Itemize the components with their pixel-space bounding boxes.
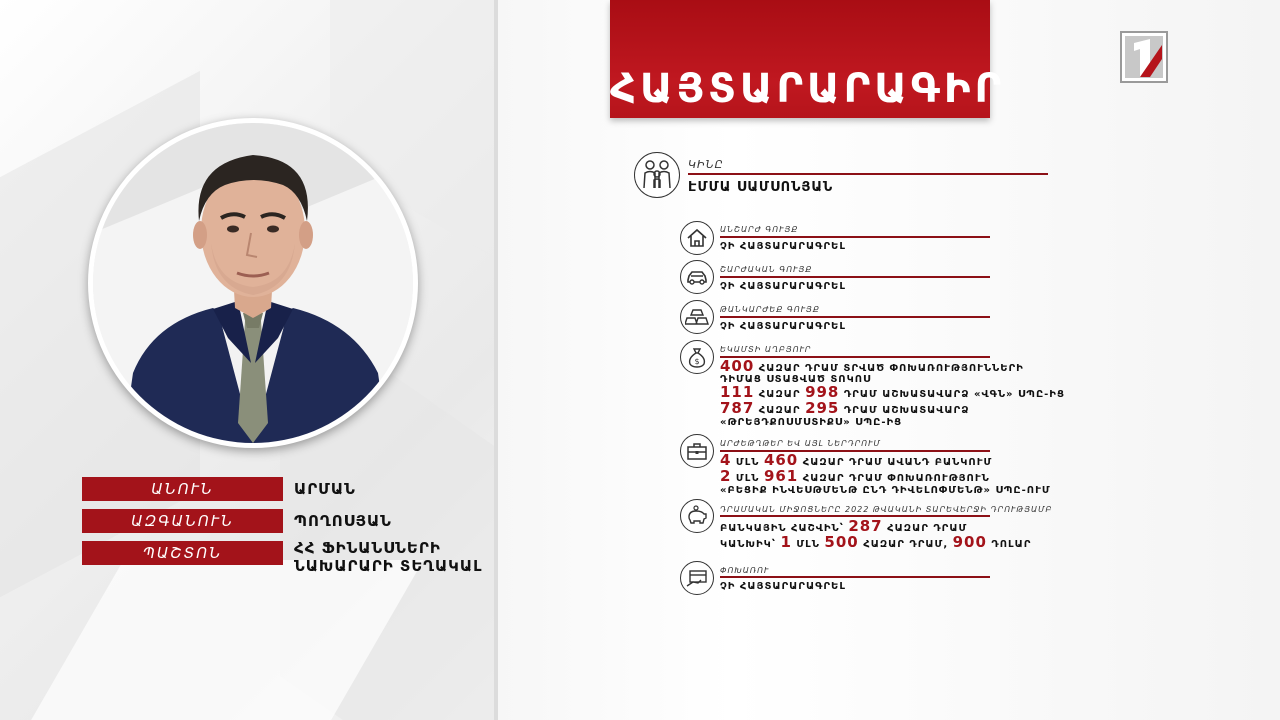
person-portrait-image (93, 123, 413, 443)
gold-bars-icon (680, 300, 714, 334)
securities-label: ԱՐԺԵԹՂԹԵՐ ԵՎ ԱՅԼ ՆԵՐԴՐՈՒՄ (720, 439, 881, 448)
svg-text:$: $ (694, 357, 700, 366)
income-line-3 (720, 383, 1065, 401)
position-line-2: ՆԱԽԱՐԱՐԻ ՏԵՂԱԿԱԼ (294, 557, 483, 575)
unit-text: ՄԼՆ (796, 539, 820, 550)
unit-text: ՄԼՆ (735, 473, 760, 484)
cash-text: ԿԱՆԽԻԿ՝ (720, 539, 776, 550)
income-line-4 (720, 399, 970, 417)
valuables-text: ՉԻ ՀԱՅՏԱՐԱՐԱԳՐԵԼ (720, 321, 846, 332)
spouse-divider (688, 173, 1048, 175)
position-line-1: ՀՀ ՖԻՆԱՆՍՆԵՐԻ (294, 539, 441, 557)
amount-value: 400 (720, 357, 755, 375)
page-title: ՀԱՅՏԱՐԱՐԱԳԻՐ (610, 66, 1006, 112)
cash-line-2 (720, 533, 1032, 551)
money-bag-icon (680, 340, 714, 374)
briefcase-icon (680, 434, 714, 468)
income-line-5: «ԹՐԵՅԴՔՈՍՄՍՏԻՔՍ» ՍՊԸ-ԻՑ (720, 417, 903, 428)
section-divider (720, 276, 990, 278)
unit-text: ՀԱԶԱՐ ԴՐԱՄ, (863, 539, 949, 550)
real-estate-text: ՉԻ ՀԱՅՏԱՐԱՐԱԳՐԵԼ (720, 241, 846, 252)
surname-label: ԱԶԳԱՆՈՒՆ (82, 509, 283, 533)
vehicle-text: ՉԻ ՀԱՅՏԱՐԱՐԱԳՐԵԼ (720, 281, 846, 292)
income-text: ԴՐԱՄ ԱՇԽԱՏԱՎԱՐՁ (843, 405, 970, 416)
real-estate-label: ԱՆՇԱՐԺ ԳՈՒՅՔ (720, 225, 799, 234)
card-payment-icon (680, 561, 714, 595)
amount-value: 460 (763, 451, 799, 469)
amount-value: 900 (952, 533, 987, 551)
unit-text: ՄԼՆ (735, 457, 760, 468)
name-label: ԱՆՈՒՆ (82, 477, 283, 501)
piggy-bank-icon (680, 499, 714, 533)
family-icon (634, 152, 680, 198)
portrait-photo (88, 118, 418, 448)
loans-label: ՓՈԽԱՌՈՒ (720, 566, 770, 575)
cash-text: ԲԱՆԿԱՅԻՆ ՀԱՇՎԻՆ՝ (720, 523, 844, 534)
securities-text: ՀԱԶԱՐ ԴՐԱՄ ԱՎԱՆԴ ԲԱՆԿՈՒՄ (802, 457, 993, 468)
income-text: ԴՐԱՄ ԱՇԽԱՏԱՎԱՐՁ «ՎԳՆ» ՍՊԸ-ԻՑ (843, 389, 1065, 400)
securities-text: ՀԱԶԱՐ ԴՐԱՄ ՓՈԽԱՌՈՒԹՅՈՒՆ (802, 473, 990, 484)
channel-1-logo-icon (1120, 31, 1168, 83)
unit-text: ՀԱԶԱՐ (758, 405, 801, 416)
spouse-label: ԿԻՆԸ (688, 158, 724, 171)
section-divider (720, 576, 990, 578)
surname-value: ՊՈՂՈՍՅԱՆ (294, 512, 392, 530)
unit-text: ԴՈԼԱՐ (991, 539, 1032, 550)
valuables-label: ԹԱՆԿԱՐԺԵՔ ԳՈՒՅՔ (720, 305, 820, 314)
cash-text: ՀԱԶԱՐ ԴՐԱՄ (887, 523, 968, 534)
section-divider (720, 236, 990, 238)
name-value: ԱՐՄԱՆ (294, 480, 356, 498)
amount-value: 787 (720, 399, 755, 417)
section-divider (720, 316, 990, 318)
amount-value: 998 (805, 383, 840, 401)
amount-value: 961 (763, 467, 799, 485)
securities-line-3: «ԲԵՑԻՔ ԻՆՎԵՍԹՄԵՆԹ ԸՆԴ ԴԻՎԵԼՈՓՄԵՆԹ» ՍՊԸ-ՈՒՄ (720, 485, 1051, 496)
spouse-name: ԷՄՄԱ ՍԱՄՍՈՆՅԱՆ (688, 180, 834, 195)
vehicle-label: ՇԱՐԺԱԿԱՆ ԳՈՒՅՔ (720, 265, 813, 274)
amount-value: 111 (720, 383, 755, 401)
car-icon (680, 260, 714, 294)
income-label: ԵԿԱՄՏԻ ԱՂԲՅՈՒՐ (720, 345, 812, 354)
income-text: ՀԱԶԱՐ ԴՐԱՄ ՏՐՎԱԾ ՓՈԽԱՌՈՒԹՅՈՒՆՆԵՐԻ (758, 363, 1024, 374)
section-divider (720, 450, 990, 452)
amount-value: 2 (720, 467, 732, 485)
amount-value: 4 (720, 451, 732, 469)
cash-label: ԴՐԱՄԱԿԱՆ ՄԻՋՈՑՆԵՐԸ 2022 ԹՎԱԿԱՆԻ ՏԱՐԵՎԵՐՋԻ ԴՐՈՒԹՅԱՄԲ (720, 505, 1053, 514)
position-label: ՊԱՇՏՈՆ (82, 541, 283, 565)
unit-text: ՀԱԶԱՐ (758, 389, 801, 400)
house-icon (680, 221, 714, 255)
securities-line-1 (720, 451, 993, 469)
income-line-2: ԴԻՄԱՑ ՍՏԱՑՎԱԾ ՏՈԿՈՍ (720, 374, 872, 385)
amount-value: 500 (824, 533, 859, 551)
securities-line-2 (720, 467, 990, 485)
section-divider (720, 356, 990, 358)
title-banner (610, 0, 1006, 118)
left-panel (0, 0, 494, 720)
position-value (294, 539, 494, 575)
amount-value: 295 (805, 399, 840, 417)
amount-value: 1 (780, 533, 792, 551)
amount-value: 287 (848, 517, 883, 535)
loans-text: ՉԻ ՀԱՅՏԱՐԱՐԱԳՐԵԼ (720, 581, 846, 592)
